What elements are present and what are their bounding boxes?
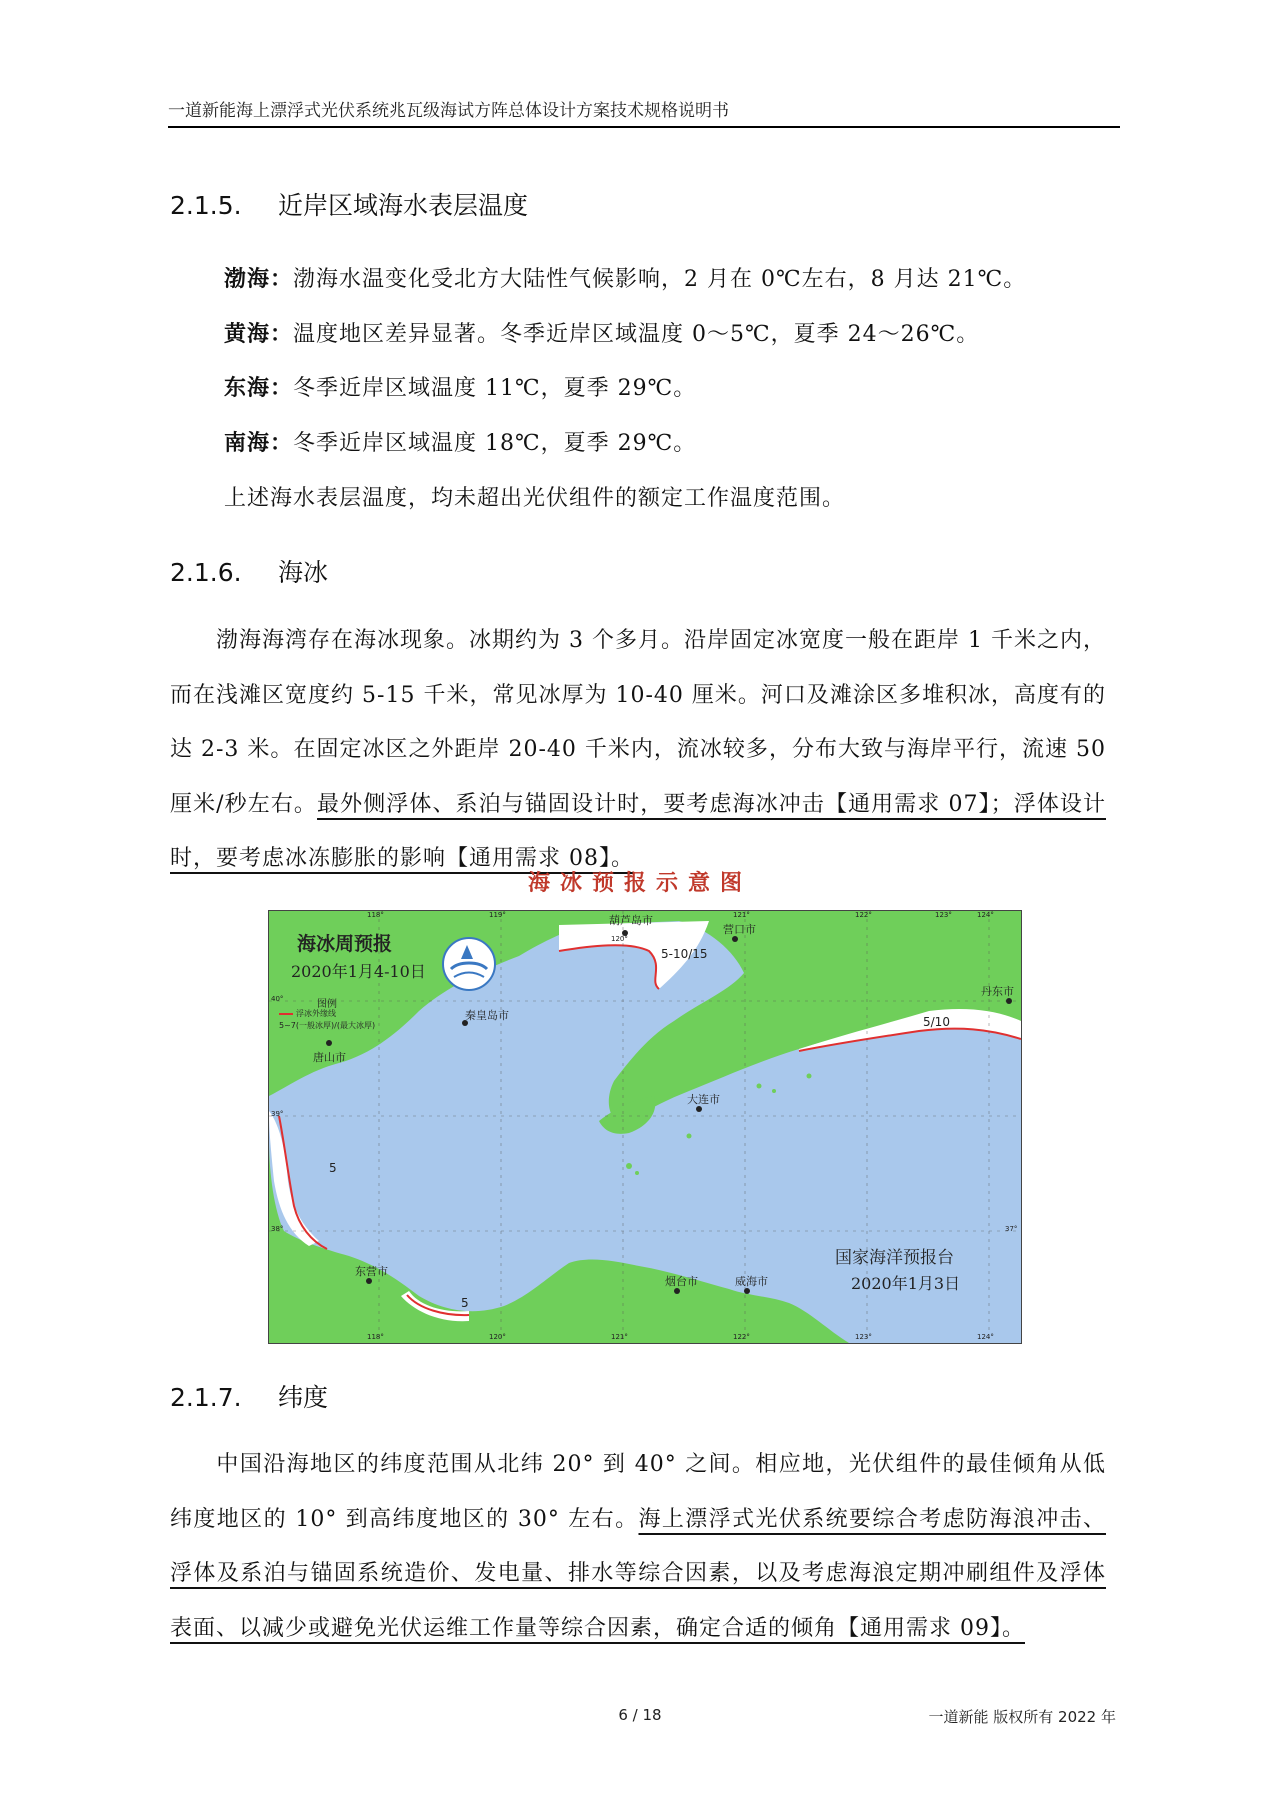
header-rule (168, 126, 1120, 128)
temp-line-huanghai (224, 317, 979, 348)
agency-name: 国家海洋预报台 (835, 1248, 954, 1268)
legend-thickness: 5~7(一般冰厚)/(最大冰厚) (279, 1021, 376, 1030)
tick-top: 119° (489, 911, 506, 919)
footer-copyright: 一道新能 版权所有 2022 年 (928, 1708, 1116, 1726)
tick-bottom: 121° (611, 1333, 628, 1341)
agency-logo-icon (443, 938, 495, 990)
tick-top: 121° (733, 911, 750, 919)
city-label: 营口市 (723, 923, 756, 936)
section-title: 纬度 (278, 1383, 329, 1412)
tick-side: 39° (271, 1110, 284, 1118)
island (757, 1084, 762, 1089)
tick-top: 123° (935, 911, 952, 919)
city-label: 丹东市 (981, 985, 1014, 998)
ice-label: 5 (461, 1296, 469, 1310)
tick-side: 38° (271, 1225, 284, 1233)
section-heading-2-1-5 (170, 186, 528, 222)
temp-text: 渤海水温变化受北方大陆性气候影响，2 月在 0℃左右，8 月达 21℃。 (293, 267, 1027, 292)
city-label: 唐山市 (313, 1051, 346, 1064)
island (687, 1134, 692, 1139)
section-heading-2-1-6 (170, 553, 328, 589)
tick-side: 40° (271, 995, 284, 1003)
ice-label: 5 (329, 1161, 337, 1175)
temp-line-bohai (224, 262, 1026, 293)
sea-ice-requirement: 最外侧浮体、系泊与锚固设计时，要考虑海冰冲击【通用需求 07】；浮体设计时，要考虑冰冻膨胀的影响【通用需求 08】。 (170, 791, 1106, 871)
island (626, 1163, 632, 1169)
temp-label: 黄海： (224, 321, 294, 347)
city-label: 秦皇岛市 (465, 1009, 509, 1022)
ice-label: 5-10/15 (661, 947, 708, 961)
temp-label: 东海： (224, 375, 294, 401)
sea-ice-text: 渤海海湾存在海冰现象。冰期约为 3 个多月。沿岸固定冰宽度一般在距岸 1 千米之内，而在浅滩区宽度约 5-15 千米，常见冰厚为 10-40 厘米。河口及滩涂区多堆积冰，高度有的达 2-3 米。在固定冰区之外距岸 20-40 千米内，流冰较多，分布大致与海岸平行，流速 50 厘米/秒左右。 (170, 628, 1106, 817)
temp-label: 渤海： (224, 266, 294, 292)
section-number: 2.1.7. (170, 1383, 242, 1412)
city-label: 烟台市 (665, 1275, 698, 1288)
section-number: 2.1.6. (170, 558, 242, 587)
map-title: 海冰周预报 (297, 933, 393, 955)
tick-bottom: 124° (977, 1333, 994, 1341)
temp-text: 温度地区差异显著。冬季近岸区域温度 0～5℃，夏季 24～26℃。 (293, 322, 980, 347)
tick-bottom: 120° (489, 1333, 506, 1341)
tick-bottom: 123° (855, 1333, 872, 1341)
island (807, 1074, 812, 1079)
section-title: 近岸区域海水表层温度 (278, 191, 529, 220)
figure-title: 海冰预报示意图 (527, 871, 752, 896)
city-label: 葫芦岛市 (609, 914, 653, 927)
tick-bottom: 118° (367, 1333, 384, 1341)
legend-ice-edge: 浮冰外缘线 (279, 1008, 336, 1019)
tick-top: 118° (367, 911, 384, 919)
temp-summary: 上述海水表层温度，均未超出光伏组件的额定工作温度范围。 (224, 486, 846, 511)
city-label: 威海市 (735, 1275, 768, 1288)
city-label: 大连市 (687, 1093, 720, 1106)
tick-bottom: 122° (733, 1333, 750, 1341)
page-number: 6 / 18 (618, 1706, 662, 1724)
sea-ice-paragraph (170, 614, 1106, 887)
latitude-paragraph (170, 1438, 1106, 1656)
temp-text: 冬季近岸区域温度 11℃，夏季 29℃。 (293, 376, 697, 401)
ice-label: 5/10 (923, 1015, 950, 1029)
tick-top: 124° (977, 911, 994, 919)
map-date: 2020年1月4-10日 (291, 962, 426, 981)
city-label: 东营市 (355, 1265, 388, 1278)
legend-title: 图例 (317, 999, 337, 1010)
latitude-text: 中国沿海地区的纬度范围从北纬 20° 到 40° 之间。相应地，光伏组件的最佳倾角从低纬度地区的 10° 到高纬度地区的 30° 左右。 (170, 1452, 1106, 1532)
section-number: 2.1.5. (170, 191, 242, 220)
section-heading-2-1-7 (170, 1378, 328, 1414)
tick-top: 120° (611, 935, 628, 943)
temp-line-nanhai (224, 426, 696, 457)
temp-line-donghai (224, 371, 696, 402)
island (772, 1089, 776, 1093)
sea-ice-forecast-map (268, 910, 1022, 1344)
latitude-requirement: 海上漂浮式光伏系统要综合考虑防海浪冲击、浮体及系泊与锚固系统造价、发电量、排水等综合因素，以及考虑海浪定期冲刷组件及浮体表面、以减少或避免光伏运维工作量等综合因素，确定合适的倾角【通用需求 09】。 (170, 1506, 1106, 1641)
island (635, 1171, 639, 1175)
temp-label: 南海： (224, 430, 294, 456)
temp-text: 冬季近岸区域温度 18℃，夏季 29℃。 (293, 431, 697, 456)
section-title: 海冰 (278, 558, 329, 587)
issue-date: 2020年1月3日 (851, 1274, 961, 1293)
tick-top: 122° (855, 911, 872, 919)
document-header: 一道新能海上漂浮式光伏系统兆瓦级海试方阵总体设计方案技术规格说明书 (168, 101, 729, 121)
tick-side: 37° (1005, 1225, 1018, 1233)
